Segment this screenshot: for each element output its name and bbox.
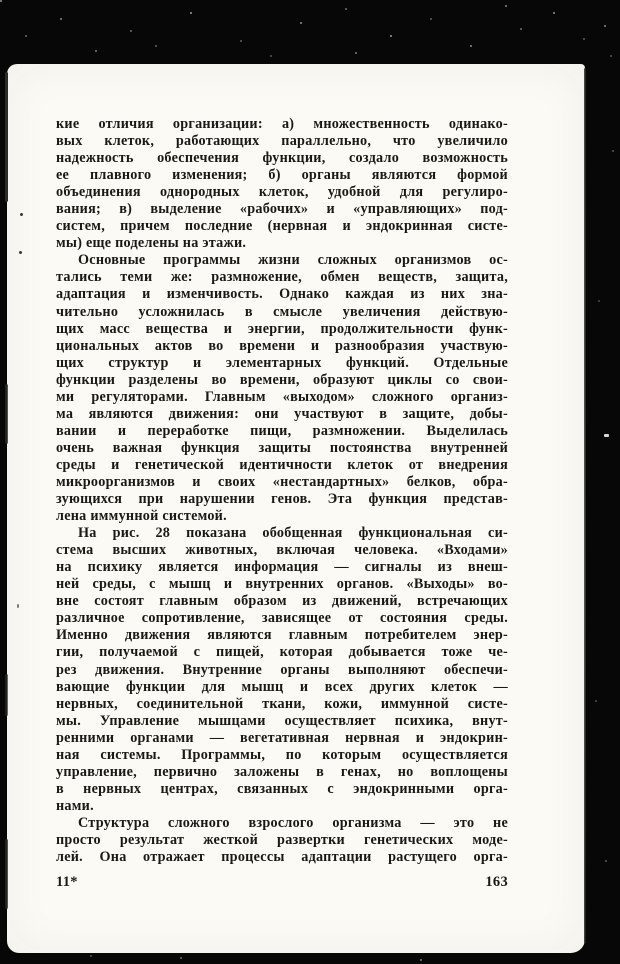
text-line: кие отличия организации: а) множественность одинако-: [56, 116, 508, 132]
text-line: мы. Управление мышцами осуществляет психика, внут-: [56, 712, 508, 729]
text-line: вых клеток, работающих параллельно, что увеличило: [56, 133, 508, 150]
text-line: нервных, соединительной ткани, кожи, иммунной систе-: [56, 695, 508, 712]
scanned-page: [7, 64, 585, 953]
binding-mark: [5, 384, 8, 444]
text-line: На рис. 28 показана обобщенная функциональная си-: [78, 525, 508, 542]
ink-speck: [19, 251, 22, 254]
body-text: [56, 116, 508, 866]
text-line: стема высших животных, включая человека. «Входами»: [56, 542, 508, 559]
text-line: микроорганизмов и своих «нестандартных» белков, обра-: [56, 473, 508, 490]
scan-noise: [0, 0, 2, 2]
text-line: на психику является информация — сигналы из внеш-: [56, 559, 508, 576]
scan-edge-tick: [604, 434, 609, 437]
text-line: различное сопротивление, зависящее от состояния среды.: [56, 610, 508, 627]
text-line: рез движения. Внутренние органы выполняют обеспечи-: [56, 661, 508, 678]
text-line: ма являются движения: они участвуют в защите, добы-: [56, 405, 508, 422]
text-line: зующихся при нарушении генов. Эта функция представ-: [56, 491, 508, 508]
text-line: в нервных центрах, связанных с эндокринными орга-: [56, 780, 508, 797]
text-line: чительно усложнилась в смысле увеличения действую-: [56, 303, 508, 320]
text-line: надежность обеспечения функции, создало возможность: [56, 150, 508, 167]
text-line: щих масс вещества и энергии, продолжительности функ-: [56, 320, 508, 337]
text-line: тались теми же: размножение, обмен веществ, защита,: [56, 269, 508, 286]
text-line: лена иммунной системой.: [56, 508, 227, 525]
page-footer: [56, 874, 508, 891]
text-line: функции разделены во времени, образуют циклы со свои-: [56, 371, 508, 388]
text-line: вания; в) выделение «рабочих» и «управляющих» под-: [56, 201, 508, 218]
binding-mark: [5, 72, 8, 202]
text-line: мы) еще поделены на этажи.: [56, 235, 247, 252]
text-line: систем, причем последние (нервная и эндокринная систе-: [56, 218, 508, 235]
text-line: вающие функции для мышц и всех других клеток —: [56, 678, 508, 695]
text-line: просто результат жесткой развертки генетических моде-: [56, 831, 508, 848]
binding-mark: [5, 674, 8, 716]
signature-mark: 11*: [56, 874, 78, 890]
text-line: вне состоят главным образом из движений, встречающих: [56, 593, 508, 610]
binding-mark: [5, 839, 8, 909]
text-line: среды и генетической идентичности клеток от внедрения: [56, 456, 508, 473]
text-line: лей. Она отражает процессы адаптации растущего орга-: [56, 849, 508, 866]
text-line: адаптация и изменчивость. Однако каждая из них зна-: [56, 286, 508, 303]
text-line: Структура сложного взрослого организма — это не: [78, 814, 508, 831]
text-line: щих структур и элементарных функций. Отдельные: [56, 354, 508, 371]
text-line: Основные программы жизни сложных организмов ос-: [78, 252, 508, 269]
ink-speck: [17, 604, 19, 608]
text-line: вании и переработке пищи, размножении. Выделилась: [56, 422, 508, 439]
text-line: Именно движения являются главным потребителем энер-: [56, 627, 508, 644]
text-line: гии, получаемой с пищей, которая добывается тоже че-: [56, 644, 508, 661]
text-line: ная системы. Программы, по которым осуществляется: [56, 746, 508, 763]
text-line: очень важная функция защиты постоянства внутренней: [56, 439, 508, 456]
ink-speck: [20, 213, 23, 216]
text-line: циональных актов во времени и разнообразия участвую-: [56, 337, 508, 354]
page-number: 163: [485, 874, 508, 890]
text-line: объединения однородных клеток, удобной для регулиро-: [56, 184, 508, 201]
text-line: ренними органами — вегетативная нервная и эндокрин-: [56, 729, 508, 746]
text-line: ми регуляторами. Главным «выходом» сложного организ-: [56, 388, 508, 405]
text-line: ее плавного изменения; б) органы являются формой: [56, 167, 508, 184]
text-line: управление, первично заложены в генах, но воплощены: [56, 763, 508, 780]
text-line: нами.: [56, 797, 94, 814]
text-line: ней среды, с мышц и внутренних органов. «Выходы» во-: [56, 576, 508, 593]
